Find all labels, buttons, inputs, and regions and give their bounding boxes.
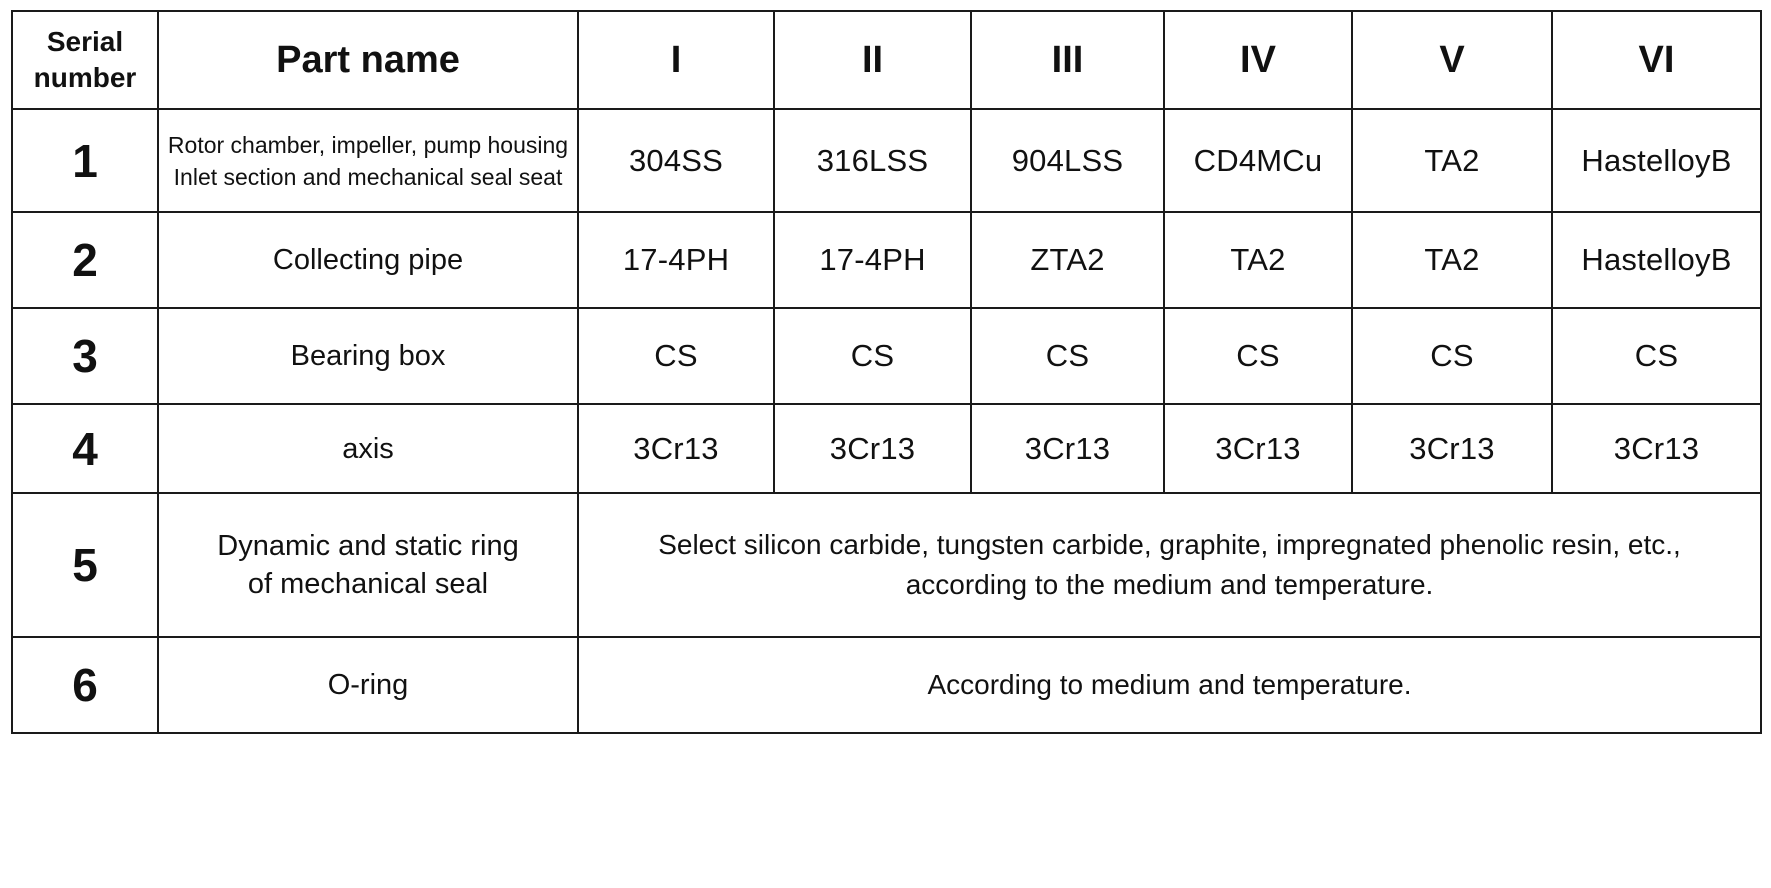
merged-material-note: According to medium and temperature. <box>578 637 1761 733</box>
row-part-name <box>158 109 578 212</box>
header-part-name: Part name <box>158 11 578 109</box>
row-serial: 6 <box>12 637 158 733</box>
table-row <box>12 308 1761 404</box>
material-cell: CS <box>578 308 774 404</box>
part-name-line1: Dynamic and static ring <box>217 530 519 562</box>
header-grade-i: I <box>578 11 774 109</box>
table-row <box>12 637 1761 733</box>
material-cell: 3Cr13 <box>1352 404 1552 493</box>
material-cell: CS <box>971 308 1164 404</box>
row-part-name: Bearing box <box>158 308 578 404</box>
header-serial-number <box>12 11 158 109</box>
material-cell: CS <box>1164 308 1352 404</box>
material-cell: TA2 <box>1352 109 1552 212</box>
header-grade-iv: IV <box>1164 11 1352 109</box>
material-cell: 316LSS <box>774 109 971 212</box>
header-row <box>12 11 1761 109</box>
material-cell: TA2 <box>1164 212 1352 308</box>
row-serial: 3 <box>12 308 158 404</box>
row-serial: 1 <box>12 109 158 212</box>
material-cell: 17-4PH <box>774 212 971 308</box>
material-cell: TA2 <box>1352 212 1552 308</box>
materials-table <box>11 10 1762 734</box>
row-part-name: Collecting pipe <box>158 212 578 308</box>
material-cell: CS <box>1352 308 1552 404</box>
material-cell: CD4MCu <box>1164 109 1352 212</box>
material-cell: 3Cr13 <box>1552 404 1761 493</box>
table-row <box>12 109 1761 212</box>
header-serial-line1: Serial <box>46 26 124 57</box>
header-grade-ii: II <box>774 11 971 109</box>
row-serial: 2 <box>12 212 158 308</box>
table-row <box>12 493 1761 637</box>
material-cell: CS <box>774 308 971 404</box>
material-cell: 3Cr13 <box>578 404 774 493</box>
material-cell: HastelloyB <box>1552 109 1761 212</box>
material-cell: 3Cr13 <box>774 404 971 493</box>
material-cell: CS <box>1552 308 1761 404</box>
row-serial: 4 <box>12 404 158 493</box>
material-cell: 3Cr13 <box>1164 404 1352 493</box>
merged-material-note <box>578 493 1761 637</box>
material-cell: 17-4PH <box>578 212 774 308</box>
material-cell: 304SS <box>578 109 774 212</box>
merged-note-line2: according to the medium and temperature. <box>905 569 1434 600</box>
header-serial-line2: number <box>33 62 137 93</box>
row-part-name: axis <box>158 404 578 493</box>
material-cell: ZTA2 <box>971 212 1164 308</box>
material-cell: 904LSS <box>971 109 1164 212</box>
part-name-line1: Rotor chamber, impeller, pump housing <box>167 131 569 158</box>
material-cell: 3Cr13 <box>971 404 1164 493</box>
merged-note-line1: Select silicon carbide, tungsten carbide, graphite, impregnated phenolic resin, etc., <box>658 529 1681 560</box>
header-grade-iii: III <box>971 11 1164 109</box>
row-serial: 5 <box>12 493 158 637</box>
table-row <box>12 404 1761 493</box>
material-cell: HastelloyB <box>1552 212 1761 308</box>
table-row <box>12 212 1761 308</box>
row-part-name: O-ring <box>158 637 578 733</box>
part-name-line2: Inlet section and mechanical seal seat <box>173 163 563 190</box>
header-grade-v: V <box>1352 11 1552 109</box>
part-name-line2: of mechanical seal <box>247 568 489 600</box>
header-grade-vi: VI <box>1552 11 1761 109</box>
row-part-name <box>158 493 578 637</box>
